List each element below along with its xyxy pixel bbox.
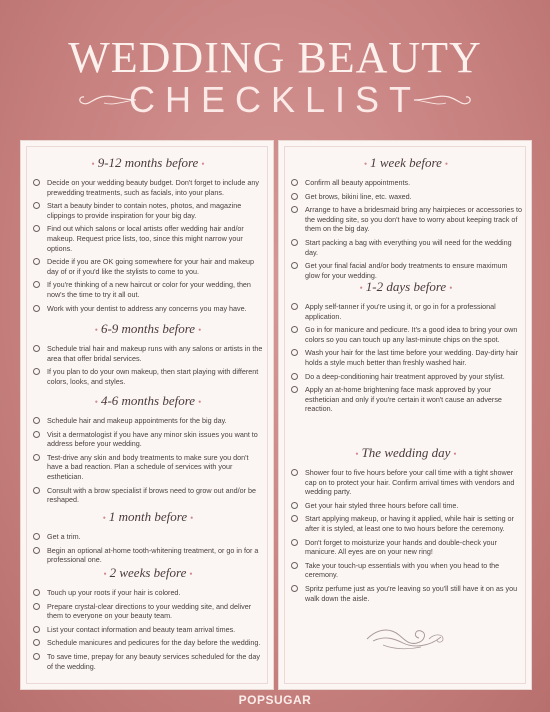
- checkbox-circle-icon[interactable]: [33, 487, 40, 494]
- checkbox-circle-icon[interactable]: [33, 368, 40, 375]
- checkbox-circle-icon[interactable]: [291, 239, 298, 246]
- checkbox-circle-icon[interactable]: [291, 585, 298, 592]
- checklist-item[interactable]: Test-drive any skin and body treatments to make sure you don't have a bad reaction. Plan a schedule of services with your esthetician.: [31, 453, 265, 482]
- checklist-item[interactable]: Decide on your wedding beauty budget. Don't forget to include any prewedding treatments, such as facials, into your plans.: [31, 178, 265, 197]
- section-1-week: [289, 155, 523, 284]
- checklist-item[interactable]: Spritz perfume just as you're leaving so you'll still have it on as you walk down the aisle.: [289, 584, 523, 603]
- checkbox-circle-icon[interactable]: [33, 589, 40, 596]
- section-6-9-months: [31, 321, 265, 390]
- checkbox-circle-icon[interactable]: [291, 469, 298, 476]
- checkbox-circle-icon[interactable]: [33, 653, 40, 660]
- header: [0, 0, 550, 140]
- checkbox-circle-icon[interactable]: [33, 225, 40, 232]
- checkbox-circle-icon[interactable]: [291, 262, 298, 269]
- checklist-panel-right: [278, 140, 532, 690]
- checklist-item[interactable]: Find out which salons or local artists offer wedding hair and/or makeup. Request price lists, too, since this might narrow your options.: [31, 224, 265, 253]
- checkbox-circle-icon[interactable]: [33, 179, 40, 186]
- checkbox-circle-icon[interactable]: [33, 417, 40, 424]
- page-title: WEDDING BEAUTY: [68, 33, 482, 82]
- checkbox-circle-icon[interactable]: [33, 626, 40, 633]
- checklist-item[interactable]: Don't forget to moisturize your hands and double-check your manicure. All eyes are on your new ring!: [289, 538, 523, 557]
- checkbox-circle-icon[interactable]: [33, 305, 40, 312]
- flourish-ornament-icon: [363, 623, 447, 653]
- checkbox-circle-icon[interactable]: [291, 206, 298, 213]
- checkbox-circle-icon[interactable]: [291, 326, 298, 333]
- checklist-item[interactable]: Start a beauty binder to contain notes, photos, and magazine clippings to provide inspiration for your big day.: [31, 201, 265, 220]
- checklist-item[interactable]: If you're thinking of a new haircut or color for your wedding, then now's the time to try it all out.: [31, 280, 265, 299]
- section-title: • 4-6 months before •: [94, 393, 202, 408]
- checkbox-circle-icon[interactable]: [33, 202, 40, 209]
- checkbox-circle-icon[interactable]: [33, 431, 40, 438]
- section-9-12-months: [31, 155, 265, 317]
- checklist-item[interactable]: Apply self-tanner if you're using it, or go in for a professional application.: [289, 302, 523, 321]
- checkbox-circle-icon[interactable]: [291, 562, 298, 569]
- checklist-item[interactable]: Shower four to five hours before your call time with a tight shower cap on to protect your hair. Confirm arrival times with vendors and wedding party.: [289, 468, 523, 497]
- checkbox-circle-icon[interactable]: [291, 303, 298, 310]
- checkbox-circle-icon[interactable]: [33, 533, 40, 540]
- checkbox-circle-icon[interactable]: [291, 386, 298, 393]
- section-title: • 1 week before •: [363, 155, 449, 170]
- checkbox-circle-icon[interactable]: [291, 193, 298, 200]
- checklist-item[interactable]: Schedule trial hair and makeup runs with any salons or artists in the area that offer bridal services.: [31, 344, 265, 363]
- section-title: • 1 month before •: [102, 509, 194, 524]
- checklist-item[interactable]: Begin an optional at-home tooth-whitening treatment, or go in for a professional one.: [31, 546, 265, 565]
- section-4-6-months: [31, 393, 265, 509]
- section-2-weeks: [31, 565, 265, 675]
- section-title: • 2 weeks before •: [103, 565, 193, 580]
- checklist-item[interactable]: If you plan to do your own makeup, then start playing with different colors, looks, and styles.: [31, 367, 265, 386]
- checklist-item[interactable]: Start packing a bag with everything you will need for the wedding day.: [289, 238, 523, 257]
- section-wedding-day: [289, 445, 523, 607]
- page-subtitle: CHECKLIST: [128, 79, 422, 120]
- checklist-item[interactable]: Wash your hair for the last time before your wedding. Day-dirty hair holds a style much better than freshly washed hair.: [289, 348, 523, 367]
- checklist-item[interactable]: Take your touch-up essentials with you when you head to the ceremony.: [289, 561, 523, 580]
- checklist-item[interactable]: Arrange to have a bridesmaid bring any hairpieces or accessories to the wedding site, so you don't have to worry about keeping track of them on the big day.: [289, 205, 523, 234]
- section-title: • 6-9 months before •: [94, 321, 202, 336]
- flourish-right-icon: [412, 91, 474, 109]
- checkbox-circle-icon[interactable]: [291, 349, 298, 356]
- checklist-item[interactable]: Get brows, bikini line, etc. waxed.: [289, 192, 523, 202]
- checklist-panel-left: [20, 140, 274, 690]
- checkbox-circle-icon[interactable]: [33, 258, 40, 265]
- checklist-item[interactable]: List your contact information and beauty team arrival times.: [31, 625, 265, 635]
- brand-logo: POPSUGAR: [238, 693, 312, 707]
- checklist-item[interactable]: Get your final facial and/or body treatments to ensure maximum glow for your wedding.: [289, 261, 523, 280]
- section-1-month: [31, 509, 265, 569]
- checklist-item[interactable]: Do a deep-conditioning hair treatment approved by your stylist.: [289, 372, 523, 382]
- checklist-item[interactable]: Get a trim.: [31, 532, 265, 542]
- checkbox-circle-icon[interactable]: [33, 281, 40, 288]
- checkbox-circle-icon[interactable]: [33, 603, 40, 610]
- checklist-item[interactable]: Work with your dentist to address any concerns you may have.: [31, 304, 265, 314]
- checklist-item[interactable]: Apply an at-home brightening face mask approved by your esthetician and only if you're certain it won't cause an adverse reaction.: [289, 385, 523, 414]
- checklist-item[interactable]: Decide if you are OK going somewhere for your hair and makeup day of or if you'd like the stylists to come to you.: [31, 257, 265, 276]
- section-1-2-days: [289, 279, 523, 418]
- checklist-item[interactable]: Get your hair styled three hours before call time.: [289, 501, 523, 511]
- checkbox-circle-icon[interactable]: [291, 502, 298, 509]
- section-title: • 1-2 days before •: [359, 279, 453, 294]
- checklist-item[interactable]: Go in for manicure and pedicure. It's a good idea to bring your own colors so you can touch up any last-minute chips on the spot.: [289, 325, 523, 344]
- checklist-item[interactable]: Schedule hair and makeup appointments for the big day.: [31, 416, 265, 426]
- checklist-item[interactable]: Visit a dermatologist if you have any minor skin issues you want to address before your wedding.: [31, 430, 265, 449]
- checkbox-circle-icon[interactable]: [33, 547, 40, 554]
- checkbox-circle-icon[interactable]: [291, 373, 298, 380]
- checkbox-circle-icon[interactable]: [33, 345, 40, 352]
- checkbox-circle-icon[interactable]: [33, 454, 40, 461]
- checklist-item[interactable]: Schedule manicures and pedicures for the day before the wedding.: [31, 638, 265, 648]
- checklist-item[interactable]: Touch up your roots if your hair is colored.: [31, 588, 265, 598]
- checkbox-circle-icon[interactable]: [291, 539, 298, 546]
- section-title: • 9-12 months before •: [91, 155, 205, 170]
- checkbox-circle-icon[interactable]: [291, 515, 298, 522]
- checklist-item[interactable]: Start applying makeup, or having it applied, while hair is setting or after it is styled, at least one to two hours before the ceremony.: [289, 514, 523, 533]
- checklist-item[interactable]: To save time, prepay for any beauty services scheduled for the day of the wedding.: [31, 652, 265, 671]
- checkbox-circle-icon[interactable]: [33, 639, 40, 646]
- checklist-item[interactable]: Confirm all beauty appointments.: [289, 178, 523, 188]
- checkbox-circle-icon[interactable]: [291, 179, 298, 186]
- section-title: • The wedding day •: [355, 445, 457, 460]
- checklist-item[interactable]: Consult with a brow specialist if brows need to grow out and/or be reshaped.: [31, 486, 265, 505]
- checklist-item[interactable]: Prepare crystal-clear directions to your wedding site, and deliver them to everyone on your beauty team.: [31, 602, 265, 621]
